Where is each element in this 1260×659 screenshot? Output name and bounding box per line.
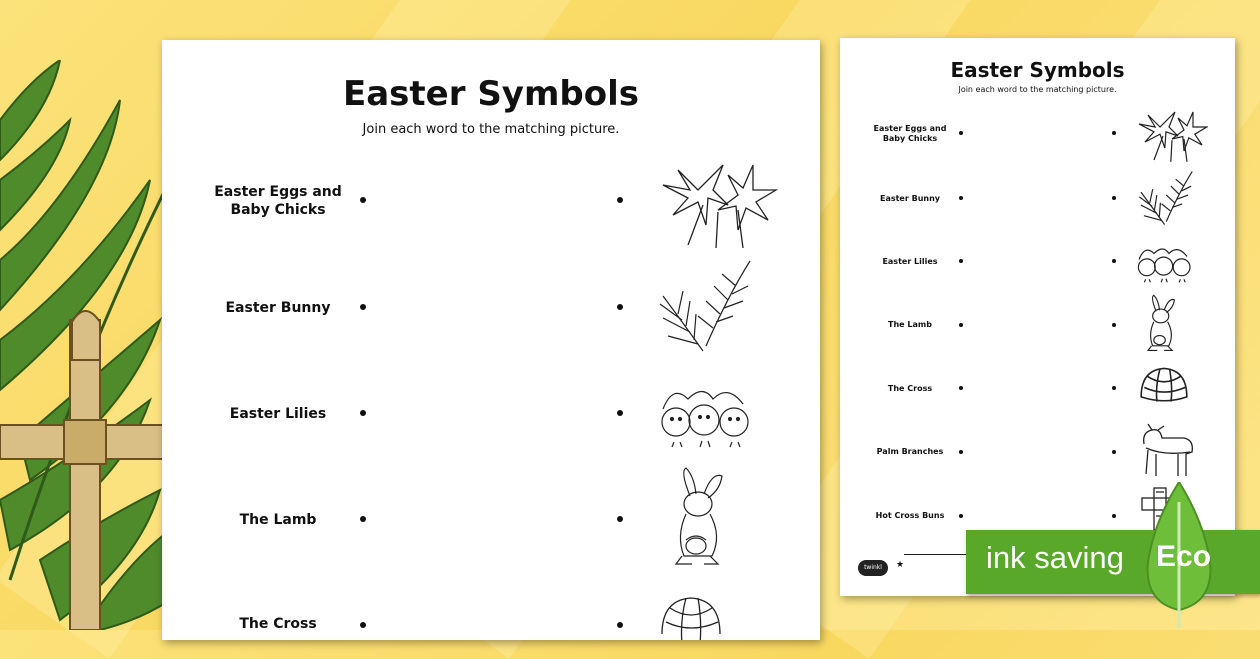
left-dot	[360, 622, 366, 628]
chicks-icon	[1136, 244, 1196, 284]
left-dot	[959, 386, 963, 390]
match-word: The Lamb	[888, 320, 932, 329]
eco-label: Eco	[1156, 540, 1212, 573]
match-word: Palm Branches	[876, 447, 944, 456]
left-dot	[959, 259, 963, 263]
right-dot	[617, 410, 623, 416]
right-dot	[617, 197, 623, 203]
match-word: Easter Eggs and Baby Chicks	[214, 184, 342, 218]
lilies-icon	[658, 150, 778, 250]
left-dot	[959, 514, 963, 518]
match-word: Hot Cross Buns	[875, 511, 945, 520]
left-dot	[959, 323, 963, 327]
palm-cross-illustration	[0, 60, 170, 630]
lilies-icon	[1136, 102, 1208, 164]
right-dot	[617, 304, 623, 310]
match-word: Easter Lilies	[229, 406, 327, 422]
worksheet-title: Easter Symbols	[950, 58, 1125, 82]
left-dot	[360, 516, 366, 522]
match-word: The Cross	[887, 384, 933, 393]
bunny-icon	[662, 466, 742, 570]
right-dot	[1112, 196, 1116, 200]
match-word: The Lamb	[239, 512, 317, 528]
chicks-icon	[658, 384, 758, 449]
eco-ink-saving-badge	[966, 482, 1260, 630]
right-dot	[617, 622, 623, 628]
right-dot	[1112, 386, 1116, 390]
match-word: Easter Bunny	[879, 194, 940, 203]
left-dot	[959, 196, 963, 200]
worksheet-instructions: Join each word to the matching picture.	[362, 122, 620, 137]
twinkl-logo: twinkl	[858, 560, 888, 576]
worksheet-instructions: Join each word to the matching picture.	[958, 85, 1117, 94]
right-dot	[1112, 131, 1116, 135]
worksheet-preview-large	[162, 40, 820, 640]
star-icon: ★	[896, 560, 905, 570]
match-word: Easter Lilies	[882, 257, 938, 266]
right-dot	[1112, 323, 1116, 327]
palm-branch-icon	[1138, 168, 1194, 228]
lamb-icon	[1134, 422, 1198, 480]
left-dot	[959, 450, 963, 454]
match-word: Easter Bunny	[225, 300, 331, 316]
hot-cross-bun-icon	[1138, 364, 1190, 406]
right-dot	[1112, 450, 1116, 454]
match-word: The Cross	[239, 616, 317, 632]
eco-banner-text: ink saving	[986, 540, 1124, 575]
bunny-icon	[1140, 294, 1186, 354]
match-word: Easter Eggs and Baby Chicks	[873, 124, 947, 143]
right-dot	[617, 516, 623, 522]
left-dot	[360, 410, 366, 416]
palm-branch-icon	[658, 256, 753, 356]
left-dot	[360, 304, 366, 310]
worksheet-title: Easter Symbols	[343, 74, 639, 114]
hot-cross-bun-icon	[658, 594, 724, 640]
right-dot	[1112, 259, 1116, 263]
left-dot	[360, 197, 366, 203]
left-dot	[959, 131, 963, 135]
